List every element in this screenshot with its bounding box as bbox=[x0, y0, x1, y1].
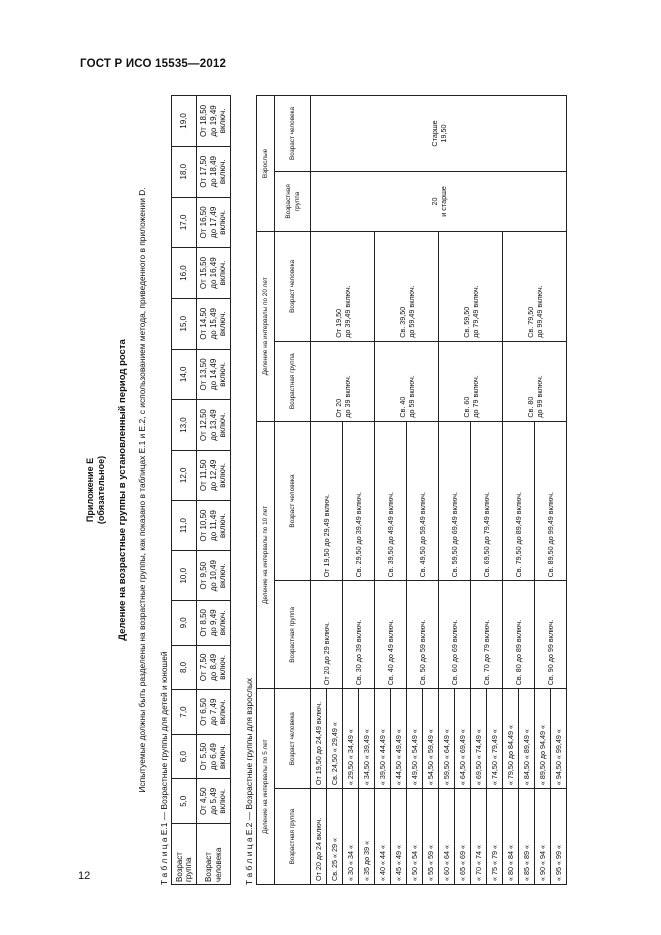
table-e1-group: 11,0 bbox=[172, 500, 197, 551]
table-e2-cell: От 19,50 до 24,49 включ. bbox=[311, 689, 327, 789]
table-e2-cell: Св. 90 до 99 включ. bbox=[535, 581, 567, 689]
table-e2-cell: « 55 « 59 « bbox=[423, 789, 439, 885]
table-e2-cell: « 29,50 « 34,49 « bbox=[343, 689, 359, 789]
table-e1-range: От 5,50 до 6,49 включ. bbox=[197, 734, 231, 779]
table-e1-group: 16,0 bbox=[172, 248, 197, 299]
table-e1-group-row bbox=[172, 96, 197, 885]
table-e2-cell: Св. 60 до 69 включ. bbox=[439, 581, 471, 689]
table-e1-group: 7,0 bbox=[172, 690, 197, 735]
table-e1-range: От 6,50 до 7,49 включ. bbox=[197, 690, 231, 735]
table-e2-cell: « 44,50 « 49,49 « bbox=[391, 689, 407, 789]
table-e1-row-label: Возраст человека bbox=[197, 824, 231, 885]
table-e2-cell: « 64,50 « 69,49 « bbox=[455, 689, 471, 789]
table-e2-cell: « 74,50 « 79,49 « bbox=[487, 689, 503, 789]
table-e2-cell: « 49,50 « 54,49 « bbox=[407, 689, 423, 789]
table-e2-cell: От 20 до 24 включ. bbox=[311, 789, 327, 885]
table-e2-subhead: Возрастная группа bbox=[275, 789, 311, 885]
appendix-subtitle: (обязательное) bbox=[96, 455, 106, 525]
table-e2-subhead: Возрастная группа bbox=[275, 171, 311, 231]
table-e2-cell: « 39,50 « 44,49 « bbox=[375, 689, 391, 789]
table-e1 bbox=[171, 95, 231, 885]
table-e2-cell: Св. 59,50 до 79,49 включ. bbox=[439, 231, 503, 341]
table-e2 bbox=[256, 95, 567, 885]
table-e2-cell: Св. 80 до 99 включ. bbox=[503, 341, 567, 421]
table-e2-cell: Св. 79,50 до 99,49 включ. bbox=[503, 231, 567, 341]
table-e1-group: 14,0 bbox=[172, 349, 197, 400]
table-e2-cell: « 79,50 до 84,49 « bbox=[503, 689, 519, 789]
table-e1-group: 13,0 bbox=[172, 400, 197, 451]
table-e1-range: От 14,50 до 15,49 включ. bbox=[197, 298, 231, 349]
table-e1-range: От 10,50 до 11,49 включ. bbox=[197, 500, 231, 551]
table-e2-subhead: Возраст человека bbox=[275, 231, 311, 341]
table-e2-cell: « 90 « 94 « bbox=[535, 789, 551, 885]
table-e2-cell: « 59,50 « 64,49 « bbox=[439, 689, 455, 789]
table-e2-cell: 20 и старше bbox=[311, 171, 567, 231]
table-e2-subhead: Возраст человека bbox=[275, 421, 311, 581]
table-row bbox=[311, 96, 327, 885]
table-e1-group: 10,0 bbox=[172, 551, 197, 601]
table-e2-cell: Св. 69,50 до 79,49 включ. bbox=[471, 421, 503, 581]
table-e2-cell: « 94,50 « 99,49 « bbox=[551, 689, 567, 789]
table-e1-range: От 16,50 до 17,49 включ. bbox=[197, 197, 231, 248]
table-e2-cell: Старше 19,50 bbox=[311, 96, 567, 172]
table-e2-cell: « 50 « 54 « bbox=[407, 789, 423, 885]
table1-caption: Т а б л и ц а Е.1 — Возрастные группы для детей и юношей bbox=[159, 651, 169, 885]
table-e1-range: От 4,50 до 5,49 включ. bbox=[197, 779, 231, 824]
table-e1-group: 17,0 bbox=[172, 197, 197, 248]
table-e1-range: От 13,50 до 14,49 включ. bbox=[197, 349, 231, 400]
document-header: ГОСТ Р ИСО 15535—2012 bbox=[80, 58, 227, 70]
table-e2-cell: « 85 « 89 « bbox=[519, 789, 535, 885]
table-e2-head-row bbox=[257, 96, 275, 885]
appendix-title: Приложение Е bbox=[85, 457, 95, 523]
table-e2-cell: « 35 до 39 « bbox=[359, 789, 375, 885]
table-e2-cell: Св. 50 до 59 включ. bbox=[407, 581, 439, 689]
table-e2-head-adults: Взрослые bbox=[257, 96, 275, 232]
table-e2-cell: Св. 29,50 до 39,49 включ. bbox=[343, 421, 375, 581]
table-e1-range: От 8,50 до 9,49 включ. bbox=[197, 601, 231, 646]
table-e2-subhead: Возрастная группа bbox=[275, 341, 311, 421]
table-e2-cell: « 69,50 « 74,49 « bbox=[471, 689, 487, 789]
table-e1-range-row bbox=[197, 96, 231, 885]
table-e1-range: От 15,50 до 16,49 включ. bbox=[197, 248, 231, 299]
table-e1-group: 15,0 bbox=[172, 298, 197, 349]
table-e1-range: От 17,50 до 18,49 включ. bbox=[197, 146, 231, 197]
table-e1-range: От 9,50 до 10,49 включ. bbox=[197, 551, 231, 601]
table-e2-cell: Св. 80 до 89 включ. bbox=[503, 581, 535, 689]
table-e2-cell: Св. 39,50 до 59,49 включ. bbox=[375, 231, 439, 341]
table-e2-cell: Св. 40 до 59 включ. bbox=[375, 341, 439, 421]
table-e2-cell: От 20 до 29 включ. bbox=[311, 581, 343, 689]
table-e2-cell: « 84,50 « 89,49 « bbox=[519, 689, 535, 789]
table-e2-cell: « 70 « 74 « bbox=[471, 789, 487, 885]
table-e2-cell: От 19,50 до 29,49 включ. bbox=[311, 421, 343, 581]
table-e2-head-5: Деление на интервалы по 5 лет bbox=[257, 689, 275, 885]
table-e2-cell: Св. 30 до 39 включ. bbox=[343, 581, 375, 689]
table-e2-cell: « 45 « 49 « bbox=[391, 789, 407, 885]
table-e1-group: 12,0 bbox=[172, 450, 197, 500]
table-e2-subhead: Возраст человека bbox=[275, 96, 311, 172]
table-e2-cell: « 80 « 84 « bbox=[503, 789, 519, 885]
table-e2-cell: « 89,50 до 94,49 « bbox=[535, 689, 551, 789]
page-number: 12 bbox=[78, 870, 91, 882]
table-e2-cell: Св. 89,50 до 99,49 включ. bbox=[535, 421, 567, 581]
table-e2-cell: « 75 « 79 « bbox=[487, 789, 503, 885]
table-e2-cell: « 60 « 64 « bbox=[439, 789, 455, 885]
table-e1-group: 18,0 bbox=[172, 146, 197, 197]
table-e1-range: От 11,50 до 12,49 включ. bbox=[197, 450, 231, 500]
table-e2-cell: « 34,50 « 39,49 « bbox=[359, 689, 375, 789]
table-e1-group: 8,0 bbox=[172, 645, 197, 690]
table-e2-cell: « 65 « 69 « bbox=[455, 789, 471, 885]
table-e1-group: 6,0 bbox=[172, 734, 197, 779]
table-e1-group: 5,0 bbox=[172, 779, 197, 824]
table-e1-group: 19,0 bbox=[172, 96, 197, 147]
table-e1-range: От 18,50 до 19,49 включ. bbox=[197, 96, 231, 147]
table-e1-range: От 12,50 до 13,49 включ. bbox=[197, 400, 231, 451]
table-e2-head-10: Деление на интервалы по 10 лет bbox=[257, 421, 275, 689]
table-e2-cell: Св. 40 до 49 включ. bbox=[375, 581, 407, 689]
section-heading: Деление на возрастные группы в установленный период роста bbox=[117, 339, 128, 641]
table-e2-cell: Св. 24,50 « 29,49 « bbox=[327, 689, 343, 789]
table-e2-cell: Св. 49,50 до 59,49 включ. bbox=[407, 421, 439, 581]
table-e2-cell: Св. 39,50 до 49,49 включ. bbox=[375, 421, 407, 581]
table-e2-cell: От 19,50 до 39,49 включ. bbox=[311, 231, 375, 341]
table-e1-range: От 7,50 до 8,49 включ. bbox=[197, 645, 231, 690]
table-e2-cell: « 54,50 « 59,49 « bbox=[423, 689, 439, 789]
table-e2-head-20: Деление на интервалы по 20 лет bbox=[257, 231, 275, 421]
table-e2-cell: Св. 25 « 29 « bbox=[327, 789, 343, 885]
table-e2-subhead-row bbox=[275, 96, 311, 885]
table-e2-cell: Св. 79,50 до 89,49 включ. bbox=[503, 421, 535, 581]
table-e2-subhead: Возрастная группа bbox=[275, 581, 311, 689]
intro-text: Испытуемые должны быть разделены на возрастные группы, как показано в таблицах Е.1 и Е.2, с использованием метода, приведенного в приложении D. bbox=[137, 187, 147, 793]
table-e2-cell: « 95 « 99 « bbox=[551, 789, 567, 885]
table-e2-cell: « 40 « 44 « bbox=[375, 789, 391, 885]
table2-caption: Т а б л и ц а Е.2 — Возрастные группы для взрослых bbox=[244, 677, 254, 885]
table-e2-cell: Св. 70 до 79 включ. bbox=[471, 581, 503, 689]
table-e2-cell: « 30 « 34 « bbox=[343, 789, 359, 885]
table-e1-row-label: Возраст группа bbox=[172, 824, 197, 885]
table-e2-cell: Св. 60 до 79 включ. bbox=[439, 341, 503, 421]
table-e2-cell: От 20 до 39 включ. bbox=[311, 341, 375, 421]
table-e1-group: 9,0 bbox=[172, 601, 197, 646]
table-e2-cell: Св. 59,50 до 69,49 включ. bbox=[439, 421, 471, 581]
table-e2-subhead: Возраст человека bbox=[275, 689, 311, 789]
